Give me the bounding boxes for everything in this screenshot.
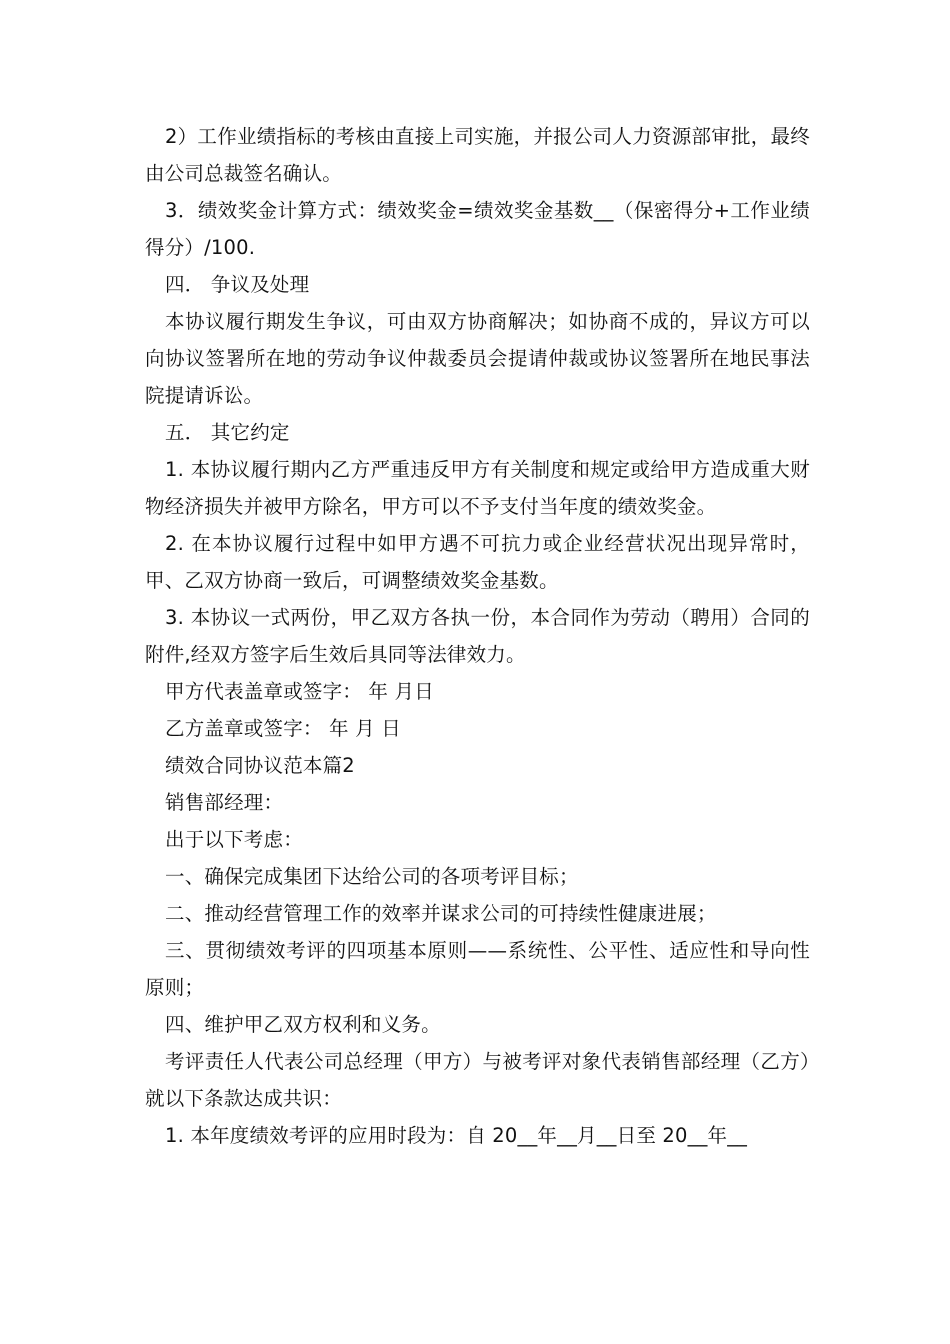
paragraph-bonus-formula: 3．绩效奖金计算方式：绩效奖金=绩效奖金基数__（保密得分+工作业绩得分）/100. <box>145 199 810 259</box>
consideration-1: 一、确保完成集团下达给公司的各项考评目标； <box>165 865 579 888</box>
signature-party-a: 甲方代表盖章或签字： 年 月日 <box>165 680 434 703</box>
paragraph-consensus: 考评责任人代表公司总经理（甲方）与被考评对象代表销售部经理（乙方）就以下条款达成共识： <box>145 1050 810 1110</box>
paragraph-term-3: 3. 本协议一式两份，甲乙双方各执一份，本合同作为劳动（聘用）合同的附件,经双方签字后生效后具同等法律效力。 <box>145 606 810 666</box>
paragraph-dispute: 本协议履行期发生争议，可由双方协商解决；如协商不成的，异议方可以向协议签署所在地的劳动争议仲裁委员会提请仲裁或协议签署所在地民事法院提请诉讼。 <box>145 310 810 407</box>
section-title-template-2: 绩效合同协议范本篇2 <box>165 754 355 777</box>
signature-party-b: 乙方盖章或签字： 年 月 日 <box>165 717 401 740</box>
paragraph-appraisal-period: 1. 本年度绩效考评的应用时段为：自 20__年__月__日至 20__年__ <box>165 1124 748 1147</box>
document-body <box>145 118 810 1154</box>
consideration-3: 三、贯彻绩效考评的四项基本原则——系统性、公平性、适应性和导向性原则； <box>145 939 810 999</box>
heading-dispute: 四． 争议及处理 <box>165 273 310 296</box>
paragraph-term-2: 2. 在本协议履行过程中如甲方遇不可抗力或企业经营状况出现异常时，甲、乙双方协商一致后，可调整绩效奖金基数。 <box>145 532 810 592</box>
heading-other-terms: 五． 其它约定 <box>165 421 290 444</box>
consideration-4: 四、维护甲乙双方权利和义务。 <box>165 1013 441 1036</box>
considerations-intro: 出于以下考虑： <box>165 828 303 851</box>
paragraph-term-1: 1. 本协议履行期内乙方严重违反甲方有关制度和规定或给甲方造成重大财物经济损失并被甲方除名，甲方可以不予支付当年度的绩效奖金。 <box>145 458 810 518</box>
consideration-2: 二、推动经营管理工作的效率并谋求公司的可持续性健康进展； <box>165 902 717 925</box>
paragraph-appraisal-approval: 2）工作业绩指标的考核由直接上司实施，并报公司人力资源部审批，最终由公司总裁签名确认。 <box>145 125 810 185</box>
addressee: 销售部经理： <box>165 791 284 814</box>
